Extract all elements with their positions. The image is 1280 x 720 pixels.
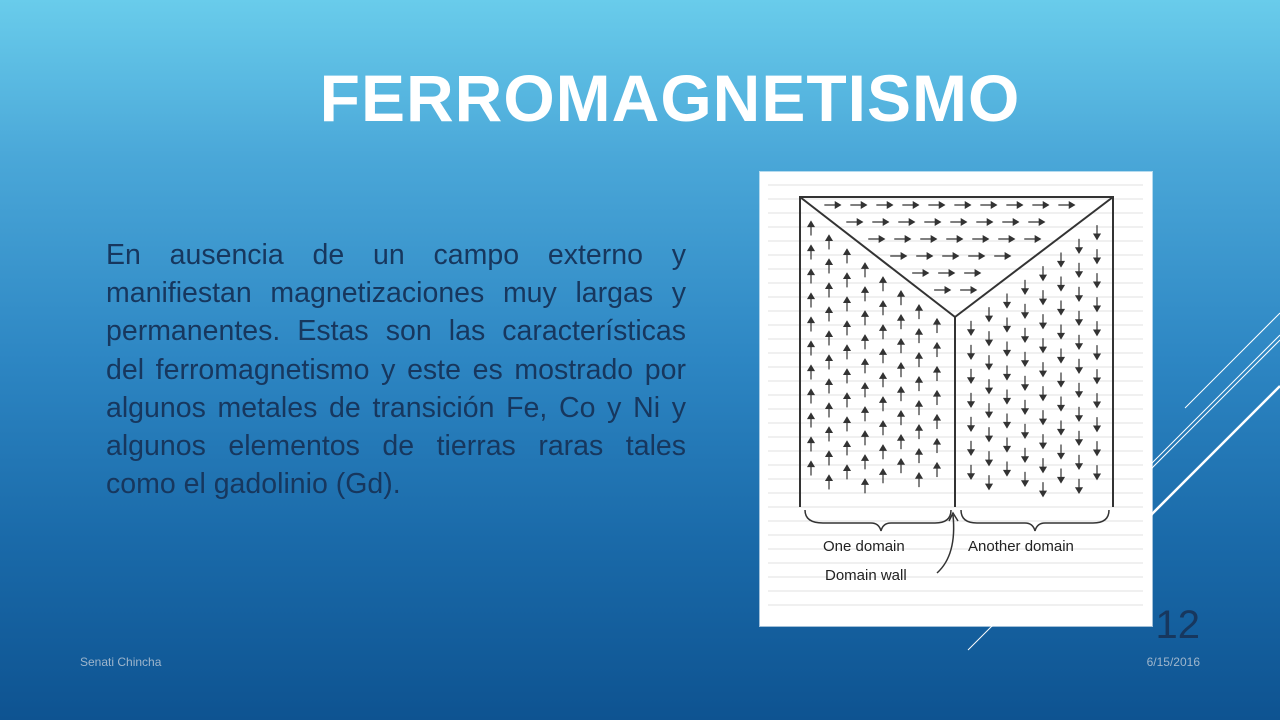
arrow-up-icon [880, 277, 886, 282]
arrow-up-icon [898, 459, 904, 464]
arrow-down-icon [1022, 289, 1028, 294]
arrow-up-icon [916, 353, 922, 358]
slide-number: 12 [1155, 603, 1200, 647]
arrow-up-icon [808, 438, 814, 443]
arrow-down-icon [986, 316, 992, 321]
arrow-right-icon [971, 287, 976, 293]
arrow-down-icon [1058, 309, 1064, 314]
arrow-right-icon [1005, 253, 1010, 259]
arrow-up-icon [880, 469, 886, 474]
arrow-up-icon [916, 473, 922, 478]
arrow-up-icon [844, 273, 850, 278]
arrow-up-icon [826, 451, 832, 456]
arrow-up-icon [862, 431, 868, 436]
arrow-down-icon [1022, 337, 1028, 342]
arrow-down-icon [968, 426, 974, 431]
arrow-up-icon [898, 291, 904, 296]
arrow-down-icon [1094, 306, 1100, 311]
arrow-down-icon [1094, 450, 1100, 455]
arrow-right-icon [927, 253, 932, 259]
arrow-up-icon [826, 331, 832, 336]
arrow-up-icon [916, 305, 922, 310]
arrow-right-icon [991, 202, 996, 208]
label-domain-wall: Domain wall [825, 567, 907, 584]
arrow-down-icon [1094, 234, 1100, 239]
arrow-up-icon [862, 455, 868, 460]
arrow-down-icon [1040, 371, 1046, 376]
arrow-up-icon [808, 246, 814, 251]
arrow-down-icon [986, 364, 992, 369]
arrow-down-icon [1076, 488, 1082, 493]
arrow-right-icon [857, 219, 862, 225]
arrow-up-icon [826, 307, 832, 312]
arrow-up-icon [934, 343, 940, 348]
arrow-down-icon [968, 330, 974, 335]
label-another-domain: Another domain [968, 538, 1074, 555]
arrow-down-icon [968, 402, 974, 407]
arrow-down-icon [1058, 357, 1064, 362]
arrow-down-icon [1022, 385, 1028, 390]
arrow-down-icon [1040, 467, 1046, 472]
arrow-right-icon [883, 219, 888, 225]
arrow-up-icon [826, 283, 832, 288]
arrow-up-icon [862, 407, 868, 412]
arrow-up-icon [808, 270, 814, 275]
arrow-down-icon [1040, 323, 1046, 328]
arrow-down-icon [1040, 275, 1046, 280]
arrow-up-icon [808, 222, 814, 227]
arrow-down-icon [1022, 481, 1028, 486]
arrow-down-icon [1040, 395, 1046, 400]
arrow-up-icon [898, 339, 904, 344]
arrow-right-icon [909, 219, 914, 225]
arrow-up-icon [844, 369, 850, 374]
arrow-down-icon [1004, 423, 1010, 428]
arrow-down-icon [1058, 405, 1064, 410]
arrow-up-icon [826, 403, 832, 408]
arrow-right-icon [987, 219, 992, 225]
arrow-up-icon [862, 359, 868, 364]
arrow-down-icon [1058, 477, 1064, 482]
arrow-down-icon [1076, 248, 1082, 253]
arrow-down-icon [1004, 399, 1010, 404]
arrow-down-icon [986, 412, 992, 417]
arrow-up-icon [808, 342, 814, 347]
arrow-right-icon [961, 219, 966, 225]
arrow-down-icon [968, 378, 974, 383]
arrow-down-icon [1076, 416, 1082, 421]
arrow-down-icon [1094, 282, 1100, 287]
arrow-up-icon [826, 355, 832, 360]
arrow-right-icon [935, 219, 940, 225]
arrow-down-icon [968, 450, 974, 455]
arrow-down-icon [1094, 330, 1100, 335]
footer-date: 6/15/2016 [1146, 655, 1200, 669]
arrow-down-icon [1076, 296, 1082, 301]
arrow-down-icon [1040, 443, 1046, 448]
arrow-up-icon [862, 311, 868, 316]
arrow-down-icon [1058, 453, 1064, 458]
arrow-up-icon [934, 319, 940, 324]
arrow-down-icon [1040, 347, 1046, 352]
arrow-up-icon [934, 391, 940, 396]
arrow-right-icon [887, 202, 892, 208]
arrow-right-icon [835, 202, 840, 208]
arrow-down-icon [1076, 392, 1082, 397]
arrow-up-icon [826, 475, 832, 480]
arrow-up-icon [898, 363, 904, 368]
arrow-up-icon [862, 287, 868, 292]
arrow-down-icon [1094, 378, 1100, 383]
arrow-up-icon [808, 366, 814, 371]
arrow-up-icon [934, 463, 940, 468]
domain-arrows-up [808, 222, 940, 494]
arrow-up-icon [862, 263, 868, 268]
arrow-up-icon [862, 335, 868, 340]
arrow-right-icon [901, 253, 906, 259]
arrow-up-icon [862, 383, 868, 388]
arrow-up-icon [880, 445, 886, 450]
arrow-down-icon [986, 436, 992, 441]
domain-figure [760, 172, 1152, 626]
arrow-down-icon [1004, 375, 1010, 380]
arrow-down-icon [986, 388, 992, 393]
arrow-up-icon [826, 427, 832, 432]
arrow-up-icon [808, 294, 814, 299]
arrow-down-icon [1094, 474, 1100, 479]
arrow-down-icon [1076, 320, 1082, 325]
arrow-up-icon [826, 235, 832, 240]
arrow-right-icon [861, 202, 866, 208]
arrow-up-icon [916, 377, 922, 382]
arrow-down-icon [1022, 457, 1028, 462]
arrow-down-icon [1022, 409, 1028, 414]
arrow-up-icon [862, 479, 868, 484]
arrow-down-icon [1058, 381, 1064, 386]
arrow-down-icon [1076, 440, 1082, 445]
arrow-up-icon [898, 435, 904, 440]
arrow-down-icon [1040, 299, 1046, 304]
arrow-up-icon [844, 393, 850, 398]
arrow-down-icon [1076, 368, 1082, 373]
arrow-up-icon [808, 462, 814, 467]
arrow-down-icon [1094, 354, 1100, 359]
arrow-right-icon [975, 270, 980, 276]
arrow-up-icon [880, 373, 886, 378]
domain-arrows-down [968, 225, 1100, 496]
arrow-up-icon [880, 301, 886, 306]
arrow-up-icon [916, 401, 922, 406]
arrow-right-icon [1013, 219, 1018, 225]
arrow-up-icon [844, 345, 850, 350]
arrow-down-icon [1058, 333, 1064, 338]
arrow-down-icon [1040, 491, 1046, 496]
arrow-right-icon [949, 270, 954, 276]
arrow-up-icon [844, 417, 850, 422]
arrow-down-icon [1058, 429, 1064, 434]
arrow-right-icon [1069, 202, 1074, 208]
arrow-down-icon [1076, 464, 1082, 469]
arrow-up-icon [844, 321, 850, 326]
arrow-down-icon [1094, 426, 1100, 431]
arrow-down-icon [1004, 351, 1010, 356]
arrow-down-icon [1094, 402, 1100, 407]
arrow-down-icon [1022, 313, 1028, 318]
arrow-down-icon [1022, 361, 1028, 366]
label-one-domain: One domain [823, 538, 905, 555]
arrow-up-icon [934, 415, 940, 420]
arrow-down-icon [986, 460, 992, 465]
arrow-down-icon [968, 354, 974, 359]
arrow-up-icon [898, 411, 904, 416]
arrow-up-icon [844, 297, 850, 302]
body-text: En ausencia de un campo externo y manifiestan magnetizaciones muy largas y permanentes. Estas son las características del ferromagnetismo y este es mostrado por algunos metales de transición Fe, Co y Ni y algunos elementos de tierras raras tales como el gadolinio (Gd). [106, 239, 686, 501]
arrow-up-icon [934, 367, 940, 372]
arrow-up-icon [880, 325, 886, 330]
arrow-up-icon [898, 315, 904, 320]
arrow-right-icon [1043, 202, 1048, 208]
arrow-down-icon [986, 340, 992, 345]
arrow-up-icon [826, 379, 832, 384]
arrow-right-icon [913, 202, 918, 208]
domain-diagram [763, 175, 1149, 623]
arrow-up-icon [880, 397, 886, 402]
arrow-up-icon [844, 465, 850, 470]
arrow-up-icon [898, 387, 904, 392]
arrow-down-icon [1058, 285, 1064, 290]
arrow-down-icon [1076, 344, 1082, 349]
domain-arrows-right [824, 202, 1074, 293]
slide-title: FERROMAGNETISMO [319, 61, 1021, 135]
arrow-up-icon [934, 439, 940, 444]
arrow-down-icon [1004, 471, 1010, 476]
arrow-right-icon [953, 253, 958, 259]
arrow-up-icon [808, 414, 814, 419]
arrow-right-icon [979, 253, 984, 259]
arrow-up-icon [916, 329, 922, 334]
arrow-right-icon [965, 202, 970, 208]
arrow-up-icon [844, 249, 850, 254]
arrow-up-icon [808, 318, 814, 323]
arrow-up-icon [880, 421, 886, 426]
arrow-down-icon [968, 474, 974, 479]
arrow-up-icon [844, 441, 850, 446]
arrow-down-icon [1058, 261, 1064, 266]
arrow-up-icon [808, 390, 814, 395]
arrow-up-icon [880, 349, 886, 354]
arrow-down-icon [1004, 327, 1010, 332]
arrow-down-icon [986, 484, 992, 489]
arrow-right-icon [939, 202, 944, 208]
arrow-up-icon [826, 259, 832, 264]
arrow-right-icon [923, 270, 928, 276]
footer-author: Senati Chincha [80, 655, 162, 669]
arrow-down-icon [1094, 258, 1100, 263]
arrow-right-icon [1017, 202, 1022, 208]
arrow-right-icon [1039, 219, 1044, 225]
arrow-up-icon [916, 449, 922, 454]
arrow-right-icon [945, 287, 950, 293]
arrow-down-icon [1076, 272, 1082, 277]
arrow-down-icon [1004, 303, 1010, 308]
arrow-up-icon [916, 425, 922, 430]
